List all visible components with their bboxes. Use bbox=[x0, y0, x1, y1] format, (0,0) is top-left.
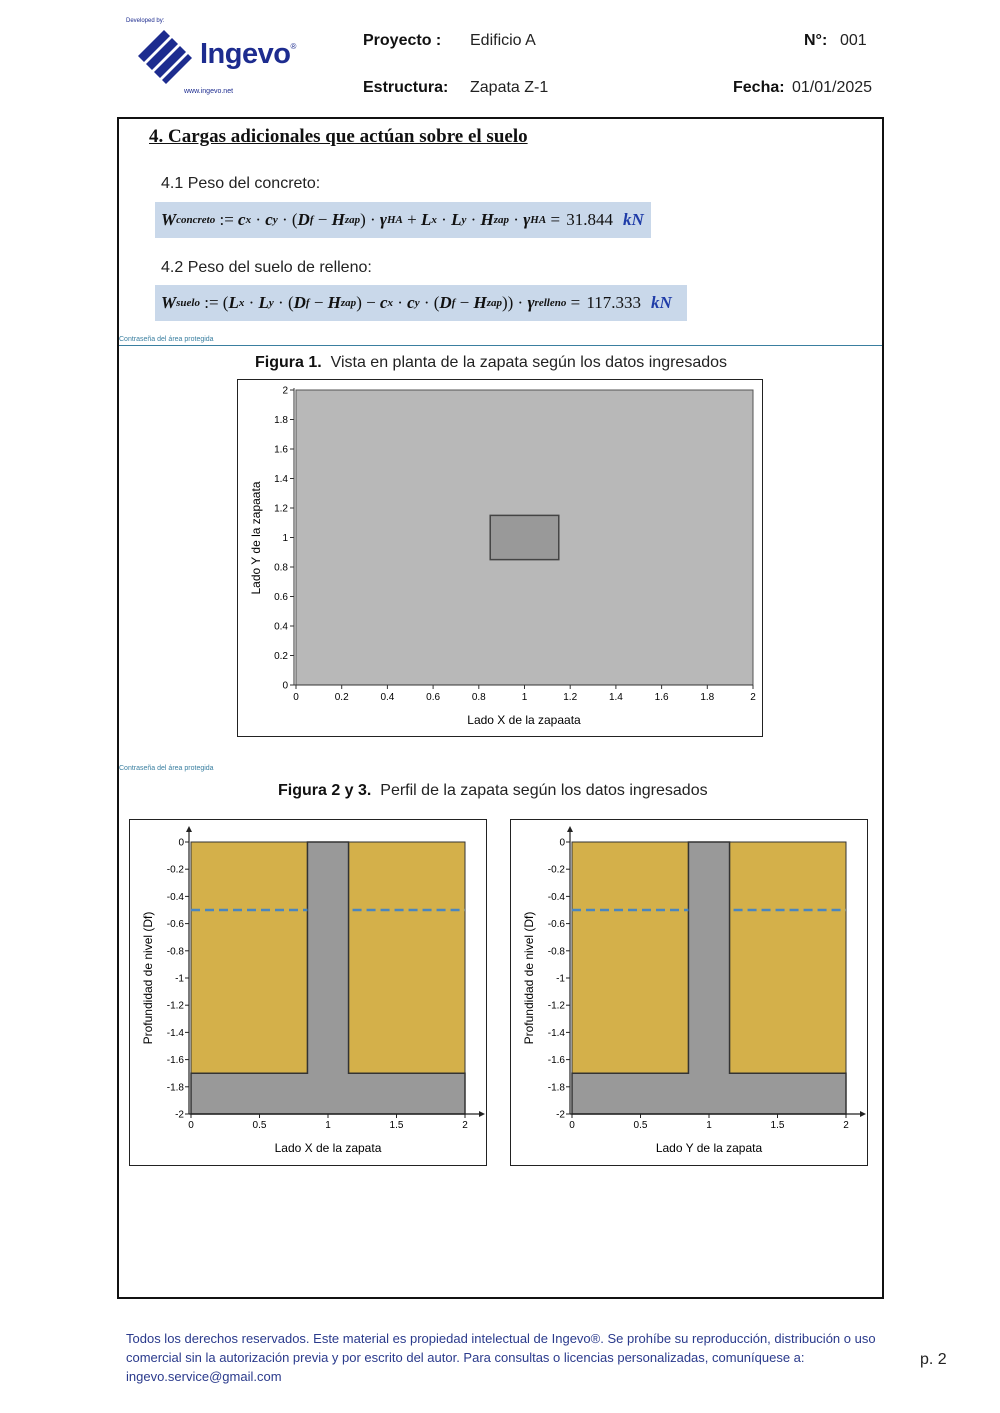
x-tick-label: 2 bbox=[462, 1120, 468, 1131]
y-tick-label: -0.8 bbox=[166, 946, 184, 958]
y-tick-label: -1 bbox=[175, 973, 184, 985]
x-tick-label: 0.6 bbox=[426, 692, 441, 703]
y-tick-label: -1 bbox=[556, 973, 565, 985]
y-tick-label: -1.2 bbox=[166, 1000, 184, 1012]
footer-copyright: Todos los derechos reservados. Este material es propiedad intelectual de Ingevo®. Se prohíbe su reproducción, distribución o uso comercial sin la autorización previa y por escrito del autor. Para consultas o licencias personalizadas, comuníquese a: ingevo.service@gmail.com bbox=[126, 1331, 876, 1384]
y-tick-label: -0.6 bbox=[547, 919, 565, 931]
figure2-chart-box bbox=[129, 819, 487, 1166]
profile-y-chart bbox=[511, 820, 866, 1164]
project-label: Proyecto : bbox=[363, 32, 442, 49]
figure23-caption: Figura 2 y 3. Perfil de la zapata según los datos ingresados bbox=[278, 782, 708, 799]
profile-x-chart bbox=[130, 820, 485, 1164]
x-tick-label: 1.5 bbox=[389, 1120, 404, 1131]
y-tick-label: -1.8 bbox=[547, 1082, 565, 1094]
figure1-chart-box bbox=[237, 379, 763, 737]
brand-name: Ingevo® bbox=[200, 38, 296, 70]
x-tick-label: 0 bbox=[569, 1120, 575, 1131]
plan-view-chart bbox=[238, 380, 761, 735]
structure-value: Zapata Z-1 bbox=[470, 79, 549, 96]
developed-by-label: Developed by: bbox=[126, 18, 165, 24]
y-tick-label: 1.2 bbox=[274, 503, 288, 515]
subsection-fill-weight: 4.2 Peso del suelo de relleno: bbox=[161, 259, 372, 276]
x-tick-label: 0.4 bbox=[380, 692, 395, 703]
section-title: 4. Cargas adicionales que actúan sobre el suelo bbox=[149, 126, 528, 147]
y-tick-label: -2 bbox=[556, 1109, 565, 1121]
x-tick-label: 2 bbox=[843, 1120, 849, 1131]
x-axis-arrow-icon bbox=[479, 1111, 485, 1117]
structure-label: Estructura: bbox=[363, 79, 449, 96]
x-tick-label: 1 bbox=[521, 692, 528, 703]
formula-concrete-weight: W concreto := c x · c y · ( D f − H zap ) · γ HA + L x · L y · H zap · γ HA = 31.844 kN bbox=[155, 202, 651, 238]
x-tick-label: 0.2 bbox=[334, 692, 349, 703]
figure1-caption: Figura 1. Vista en planta de la zapata según los datos ingresados bbox=[255, 354, 728, 371]
x-tick-label: 0 bbox=[188, 1120, 194, 1131]
y-tick-label: -0.8 bbox=[547, 946, 565, 958]
section-divider bbox=[119, 345, 882, 346]
x-axis-label: Lado Y de la zapata bbox=[655, 1141, 763, 1155]
x-tick-label: 0.8 bbox=[471, 692, 486, 703]
x-tick-label: 1.8 bbox=[700, 692, 715, 703]
x-tick-label: 1 bbox=[325, 1120, 331, 1131]
x-tick-label: 0 bbox=[293, 692, 299, 703]
column-footprint bbox=[490, 515, 559, 559]
website-link[interactable]: www.ingevo.net bbox=[184, 88, 234, 95]
y-tick-label: 1.6 bbox=[274, 444, 288, 456]
subsection-concrete-weight: 4.1 Peso del concreto: bbox=[161, 175, 321, 192]
y-tick-label: 0 bbox=[178, 837, 184, 849]
x-tick-label: 2 bbox=[750, 692, 756, 703]
y-tick-label: 1.8 bbox=[274, 415, 288, 426]
x-axis-label: Lado X de la zapata bbox=[274, 1141, 382, 1155]
y-tick-label: -0.2 bbox=[547, 864, 565, 876]
date-value: 01/01/2025 bbox=[792, 79, 873, 96]
x-tick-label: 1.5 bbox=[770, 1120, 785, 1131]
y-axis-arrow-icon bbox=[186, 826, 192, 832]
y-tick-label: -0.2 bbox=[166, 864, 184, 876]
y-axis-label: Profundidad de nivel (Df) bbox=[522, 911, 536, 1045]
x-axis-arrow-icon bbox=[860, 1111, 866, 1117]
y-axis-arrow-icon bbox=[567, 826, 573, 832]
protected-area-note-2: Contraseña del área protegida bbox=[119, 765, 214, 772]
page-number: p. 2 bbox=[920, 1351, 947, 1368]
ingevo-logo-icon bbox=[134, 28, 194, 84]
y-tick-label: -1.4 bbox=[166, 1027, 184, 1039]
y-axis-label: Lado Y de la zapaata bbox=[249, 481, 263, 595]
x-tick-label: 1.6 bbox=[654, 692, 669, 703]
y-tick-label: 0 bbox=[282, 680, 288, 692]
y-tick-label: -0.4 bbox=[166, 891, 184, 903]
protected-area-note-1: Contraseña del área protegida bbox=[119, 336, 214, 343]
y-tick-label: 0.6 bbox=[274, 592, 288, 603]
y-tick-label: 1 bbox=[282, 533, 288, 544]
y-tick-label: -1.6 bbox=[547, 1055, 565, 1067]
y-axis-label: Profundidad de nivel (Df) bbox=[141, 911, 155, 1045]
fill-soil-right bbox=[730, 842, 846, 1073]
number-value: 001 bbox=[840, 32, 867, 49]
x-tick-label: 0.5 bbox=[252, 1120, 267, 1131]
figure3-chart-box bbox=[510, 819, 868, 1166]
date-label: Fecha: bbox=[733, 79, 785, 96]
formula-fill-weight: W suelo := ( L x · L y · ( D f − H zap ) − c x · c y · ( D f − H zap )) · γ relleno = 117.333 kN bbox=[155, 285, 687, 321]
y-tick-label: -1.8 bbox=[166, 1082, 184, 1094]
y-tick-label: 0.4 bbox=[274, 621, 288, 633]
x-axis-label: Lado X de la zapaata bbox=[467, 713, 581, 727]
y-tick-label: 0.8 bbox=[274, 562, 288, 574]
number-label: N°: bbox=[804, 32, 828, 49]
y-tick-label: 1.4 bbox=[274, 474, 288, 485]
x-tick-label: 0.5 bbox=[633, 1120, 648, 1131]
x-tick-label: 1 bbox=[706, 1120, 712, 1131]
y-tick-label: -0.6 bbox=[166, 919, 184, 931]
fill-soil-left bbox=[572, 842, 688, 1073]
y-tick-label: -1.6 bbox=[166, 1055, 184, 1067]
project-value: Edificio A bbox=[470, 32, 536, 49]
y-tick-label: 0 bbox=[559, 837, 565, 849]
y-tick-label: 0.2 bbox=[274, 651, 288, 662]
x-tick-label: 1.4 bbox=[608, 692, 623, 703]
y-tick-label: 2 bbox=[282, 385, 288, 397]
y-tick-label: -1.2 bbox=[547, 1000, 565, 1012]
fill-soil-left bbox=[191, 842, 307, 1073]
y-tick-label: -0.4 bbox=[547, 891, 565, 903]
fill-soil-right bbox=[349, 842, 465, 1073]
x-tick-label: 1.2 bbox=[563, 692, 578, 703]
y-tick-label: -1.4 bbox=[547, 1027, 565, 1039]
y-tick-label: -2 bbox=[175, 1109, 184, 1121]
